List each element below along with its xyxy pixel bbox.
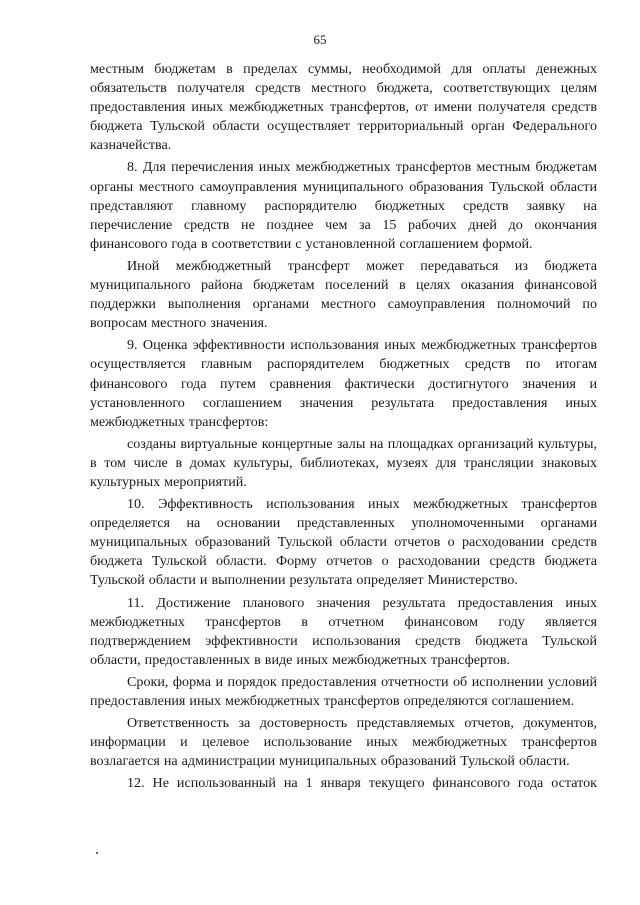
paragraph-8: 8. Для перечисления иных межбюджетных трансфертов местным бюджетам органы местного самоуправления муниципального образования Тульской области представляют главному распорядителю бюджетных средств заявку на перечисление средств не позднее чем за 15 рабочих дней до окончания финансового года в соответствии с установленной соглашением формой. xyxy=(90,159,597,252)
paragraph-10: 10. Эффективность использования иных межбюджетных трансфертов определяется на основании представленных уполномоченными органами муниципальных образований Тульской области отчетов о расходовании средств бюджета Тульской области. Форму отчетов о расходовании средств бюджета Тульской области и выполнении результата определяет Министерство. xyxy=(90,496,597,589)
paragraph-11: 11. Достижение планового значения результата предоставления иных межбюджетных трансфертов в отчетном финансовом году является подтверждением эффективности использования средств бюджета Тульской области, предоставленных в виде иных межбюджетных трансфертов. xyxy=(90,594,597,668)
paragraph-12: 12. Не использованный на 1 января текущего финансового года остаток xyxy=(127,775,597,792)
paragraph-9: 9. Оценка эффективности использования иных межбюджетных трансфертов осуществляется главным распорядителем бюджетных средств по итогам финансового года путем сравнения фактически достигнутого значения и установленного соглашением значения результата предоставления иных межбюджетных трансфертов: xyxy=(90,337,597,430)
scan-speck xyxy=(96,852,98,854)
paragraph-result-item: созданы виртуальные концертные залы на площадках организаций культуры, в том числе в домах культуры, библиотеках, музеях для трансляции знаковых культурных мероприятий. xyxy=(90,435,597,490)
document-body xyxy=(90,60,597,796)
page-number: 65 xyxy=(313,32,327,47)
paragraph-responsibility: Ответственность за достоверность представляемых отчетов, документов, информации и целевое использование иных межбюджетных трансфертов возлагается на администрации муниципальных образований Тульской области. xyxy=(90,715,597,770)
paragraph-transfer-note: Иной межбюджетный трансферт может передаваться из бюджета муниципального района бюджетам поселений в целях оказания финансовой поддержки выполнения органами местного самоуправления полномочий по вопросам местного значения. xyxy=(90,257,597,332)
paragraph-continuation: местным бюджетам в пределах суммы, необходимой для оплаты денежных обязательств получателя средств местного бюджета, соответствующих целям предоставления иных межбюджетных трансфертов, от имени получателя средств бюджета Тульской области осуществляет территориальный орган Федерального казначейства. xyxy=(90,61,597,154)
paragraph-reporting: Сроки, форма и порядок предоставления отчетности об исполнении условий предоставления иных межбюджетных трансфертов определяются соглашением. xyxy=(90,673,597,709)
